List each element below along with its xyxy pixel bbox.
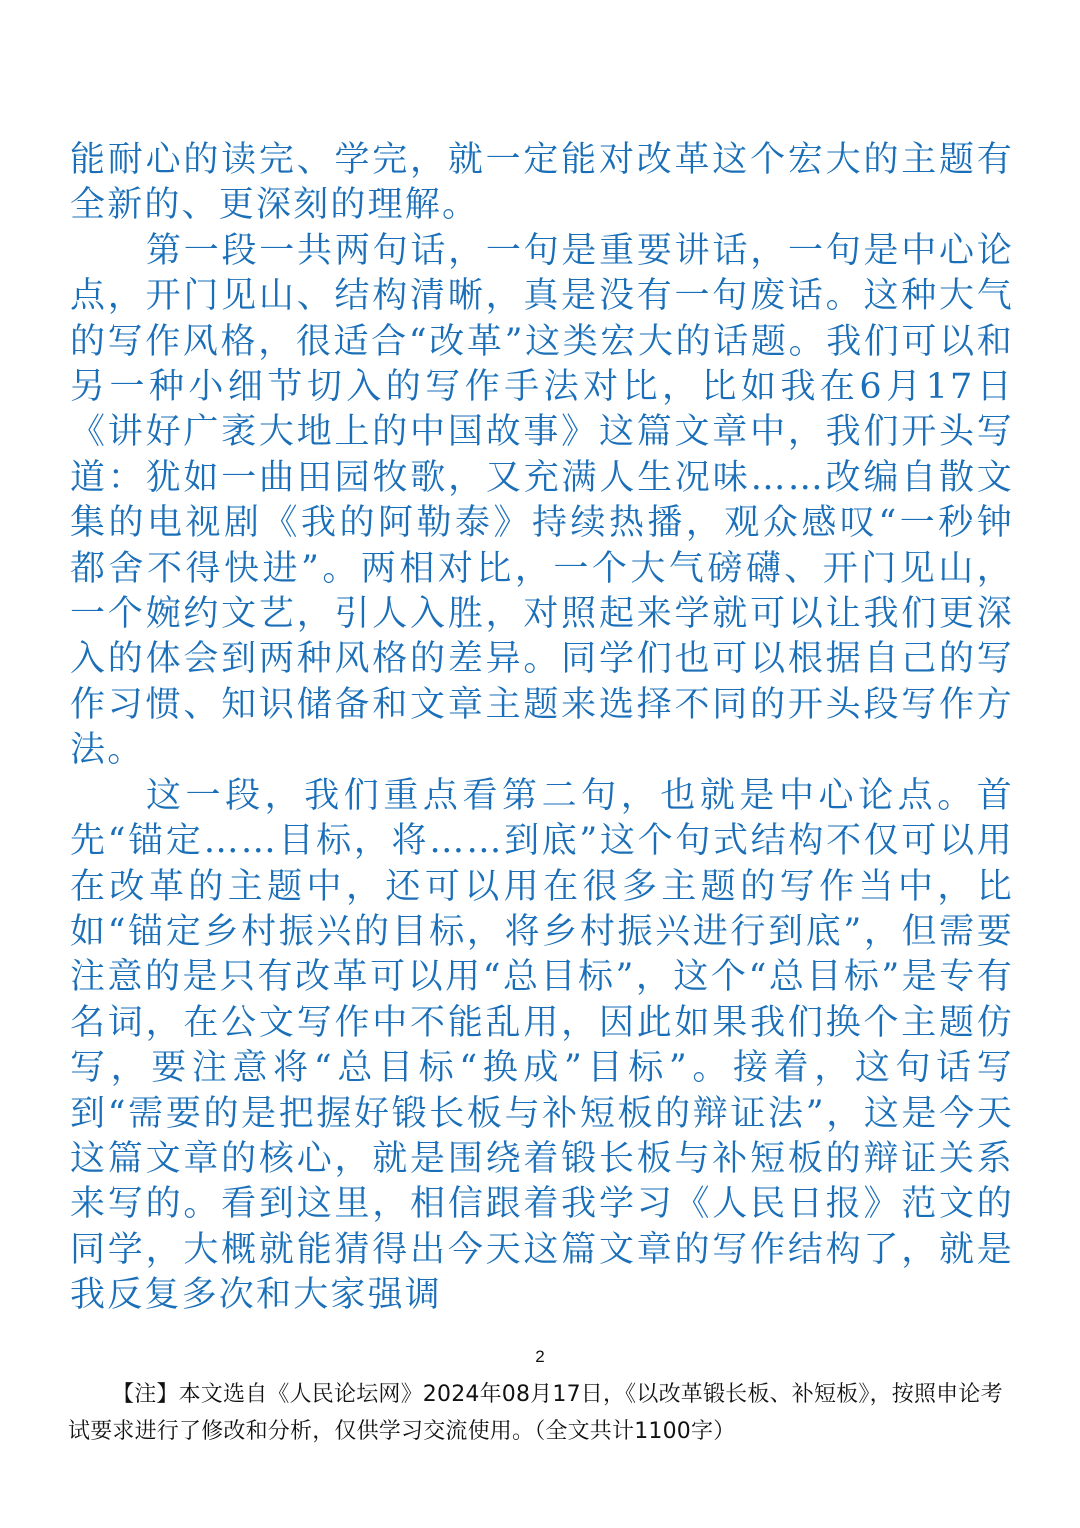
paragraph-thesis-analysis: 这一段，我们重点看第二句，也就是中心论点。首先“锚定……目标，将……到底”这个句式结构不仅可以用在改革的主题中，还可以用在很多主题的写作当中，比如“锚定乡村振兴的目标，将乡村振兴进行到底”，但需要注意的是只有改革可以用“总目标”，这个“总目标”是专有名词，在公文写作中不能乱用，因此如果我们换个主题仿写，要注意将“总目标“换成”目标”。接着，这句话写到“需要的是把握好锻长板与补短板的辩证法”，这是今天这篇文章的核心，就是围绕着锻长板与补短板的辩证关系来写的。看到这里，相信跟着我学习《人民日报》范文的同学，大概就能猜得出今天这篇文章的写作结构了，就是我反复多次和大家强调 [70, 775, 1014, 1316]
paragraph-continuation: 能耐心的读完、学完，就一定能对改革这个宏大的主题有全新的、更深刻的理解。 [70, 140, 1014, 226]
source-footnote [68, 1376, 1012, 1450]
paragraph-opening-analysis: 第一段一共两句话，一句是重要讲话，一句是中心论点，开门见山、结构清晰，真是没有一句废话。这种大气的写作风格，很适合“改革”这类宏大的话题。我们可以和另一种小细节切入的写作手法对比，比如我在6月17日《讲好广袤大地上的中国故事》这篇文章中，我们开头写道：犹如一曲田园牧歌，又充满人生况味……改编自散文集的电视剧《我的阿勒泰》持续热播，观众感叹“一秒钟都舍不得快进”。两相对比，一个大气磅礴、开门见山，一个婉约文艺，引人入胜，对照起来学就可以让我们更深入的体会到两种风格的差异。同学们也可以根据自己的写作习惯、知识储备和文章主题来选择不同的开头段写作方法。 [70, 230, 1014, 771]
page-number: 2 [535, 1347, 545, 1366]
footnote-text: 【注】本文选自《人民论坛网》2024年08月17日，《以改革锻长板、补短板》，按照申论考试要求进行了修改和分析，仅供学习交流使用。（全文共计1100字） [68, 1382, 1003, 1444]
article-body [70, 138, 1014, 1319]
